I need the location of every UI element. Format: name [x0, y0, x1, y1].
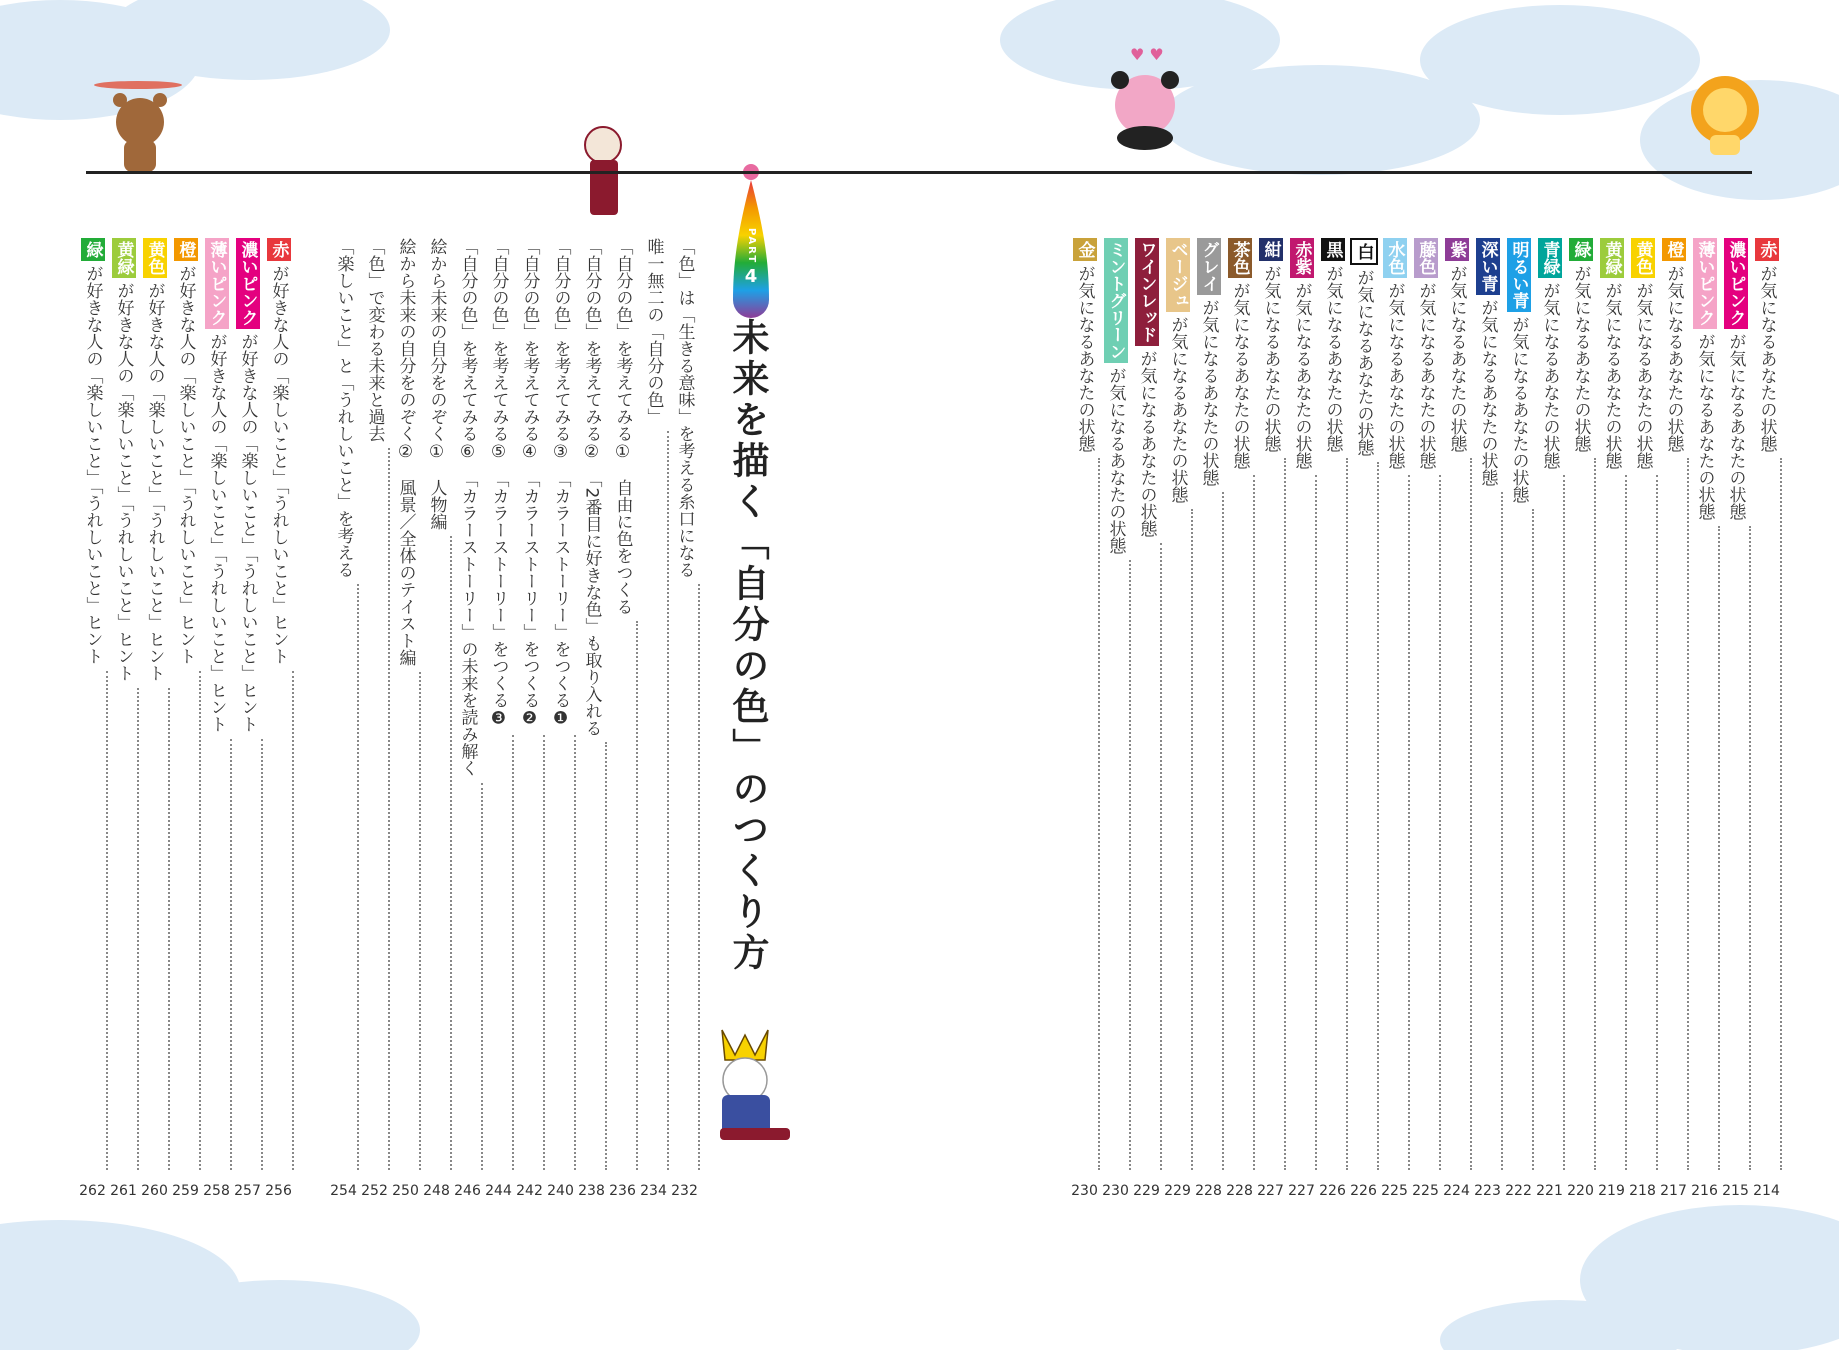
toc-entry[interactable] [1689, 238, 1720, 1198]
leader-dots [574, 735, 576, 1171]
toc-entry[interactable] [108, 238, 139, 1198]
toc-entry[interactable] [421, 238, 452, 1198]
toc-entry-title: が気になるあなたの状態 [1694, 333, 1715, 520]
toc-entry[interactable] [232, 238, 263, 1198]
toc-entry-title: が気になるあなたの状態 [1105, 367, 1126, 554]
leader-dots [1656, 475, 1658, 1170]
page-number: 219 [1598, 1183, 1625, 1199]
toc-entry-title: が好きな人の「楽しいこと」「うれしいこと」ヒント [206, 333, 227, 733]
toc-entry-title: 「自分の色」を考えてみる③ 「カラーストーリー」をつくる❶ [550, 238, 571, 729]
toc-entry-title: が好きな人の「楽しいこと」「うれしいこと」ヒント [237, 333, 258, 733]
toc-entry-title: 唯一無二の「自分の色」 [643, 238, 664, 425]
toc-entry-title: 絵から未来の自分をのぞく② 風景／全体のテイスト編 [395, 238, 416, 666]
page-number: 229 [1133, 1183, 1160, 1199]
toc-entry[interactable] [1379, 238, 1410, 1198]
leader-dots [357, 584, 359, 1170]
toc-entry[interactable] [1720, 238, 1751, 1198]
header-rule [86, 171, 1752, 174]
toc-entry[interactable] [1348, 238, 1379, 1198]
toc-entry-title: 「自分の色」を考えてみる⑤ 「カラーストーリー」をつくる❸ [488, 238, 509, 729]
toc-entry-title: が好きな人の「楽しいこと」「うれしいこと」ヒント [175, 265, 196, 665]
leader-dots [481, 783, 483, 1171]
toc-entry-title: が気になるあなたの状態 [1725, 333, 1746, 520]
leader-dots [199, 671, 201, 1171]
toc-entry-title: が気になるあなたの状態 [1446, 265, 1467, 452]
toc-entry-title: が好きな人の「楽しいこと」「うれしいこと」ヒント [268, 265, 289, 665]
page-number: 238 [578, 1183, 605, 1199]
page-number: 225 [1412, 1183, 1439, 1199]
toc-entry[interactable] [1410, 238, 1441, 1198]
toc-entry[interactable] [1472, 238, 1503, 1198]
leader-dots [1470, 458, 1472, 1170]
leader-dots [512, 735, 514, 1171]
color-tag: 緑 [81, 238, 105, 261]
toc-entry[interactable] [1596, 238, 1627, 1198]
page-number: 226 [1350, 1183, 1377, 1199]
toc-entry[interactable] [1193, 238, 1224, 1198]
page-number: 252 [361, 1183, 388, 1199]
leader-dots [605, 742, 607, 1170]
page-number: 261 [110, 1183, 137, 1199]
leader-dots [1780, 458, 1782, 1170]
page-number: 227 [1257, 1183, 1284, 1199]
toc-entry-title: が気になるあなたの状態 [1415, 282, 1436, 469]
toc-entry[interactable] [263, 238, 294, 1198]
leader-dots [1408, 475, 1410, 1170]
color-tag: 黄緑 [1600, 238, 1624, 278]
part-number: 4 [744, 266, 758, 288]
color-tag: 黄緑 [112, 238, 136, 278]
page-number: 229 [1164, 1183, 1191, 1199]
leader-dots [230, 739, 232, 1171]
toc-entry-title: が気になるあなたの状態 [1291, 282, 1312, 469]
toc-entry-title: が好きな人の「楽しいこと」「うれしいこと」ヒント [144, 282, 165, 682]
leader-dots [1253, 475, 1255, 1170]
color-tag: 濃いピンク [1724, 238, 1748, 329]
toc-entry-title: 「自分の色」を考えてみる⑥ 「カラーストーリー」の未来を読み解く [457, 238, 478, 777]
page-number: 236 [609, 1183, 636, 1199]
leader-dots [292, 671, 294, 1171]
toc-entry-title: 「自分の色」を考えてみる② 「2番目に好きな色」も取り入れる [581, 238, 602, 737]
leader-dots [1284, 458, 1286, 1170]
toc-entry[interactable] [1317, 238, 1348, 1198]
toc-entry-title: が気になるあなたの状態 [1384, 282, 1405, 469]
leader-dots [636, 621, 638, 1170]
leader-dots [1222, 492, 1224, 1170]
leader-dots [388, 448, 390, 1170]
toc-entry-title: が気になるあなたの状態 [1229, 282, 1250, 469]
color-tag: 金 [1073, 238, 1097, 261]
page-number: 256 [265, 1183, 292, 1199]
leader-dots [1687, 458, 1689, 1170]
page-number: 220 [1567, 1183, 1594, 1199]
page-number: 215 [1722, 1183, 1749, 1199]
page-number: 232 [671, 1183, 698, 1199]
color-tag: 赤紫 [1290, 238, 1314, 278]
page-number: 225 [1381, 1183, 1408, 1199]
toc-entry-title: 「色」は「生きる意味」を考える糸口になる [674, 238, 695, 578]
left-page-toc-hints [77, 238, 294, 1198]
toc-entry-title: 「自分の色」を考えてみる① 自由に色をつくる [612, 238, 633, 615]
page-number: 246 [454, 1183, 481, 1199]
color-tag: 水色 [1383, 238, 1407, 278]
toc-entry[interactable] [1069, 238, 1100, 1198]
color-tag: 紫 [1445, 238, 1469, 261]
leader-dots [1377, 462, 1379, 1170]
toc-entry[interactable] [514, 238, 545, 1198]
toc-entry[interactable] [1224, 238, 1255, 1198]
page-number: 234 [640, 1183, 667, 1199]
part-badge [738, 228, 764, 287]
toc-entry-title: が気になるあなたの状態 [1601, 282, 1622, 469]
leader-dots [137, 688, 139, 1171]
toc-entry[interactable] [1441, 238, 1472, 1198]
toc-entry[interactable] [638, 238, 669, 1198]
toc-entry[interactable] [77, 238, 108, 1198]
leader-dots [419, 672, 421, 1170]
leader-dots [168, 688, 170, 1171]
toc-entry-title: が気になるあなたの状態 [1353, 269, 1374, 456]
toc-entry[interactable] [1286, 238, 1317, 1198]
leader-dots [1718, 526, 1720, 1170]
color-tag: 薄いピンク [1693, 238, 1717, 329]
toc-entry[interactable] [1162, 238, 1193, 1198]
toc-entry[interactable] [359, 238, 390, 1198]
page-number: 257 [234, 1183, 261, 1199]
toc-entry[interactable] [1255, 238, 1286, 1198]
leader-dots [1160, 543, 1162, 1170]
page-number: 242 [516, 1183, 543, 1199]
color-tag: 藤色 [1414, 238, 1438, 278]
leader-dots [1501, 492, 1503, 1170]
page-number: 227 [1288, 1183, 1315, 1199]
toc-entry-title: が気になるあなたの状態 [1167, 316, 1188, 503]
leader-dots [1439, 475, 1441, 1170]
color-tag: ベージュ [1166, 238, 1190, 312]
left-page-toc-sections [328, 238, 700, 1198]
leader-dots [106, 671, 108, 1171]
color-tag: 紺 [1259, 238, 1283, 261]
toc-entry[interactable] [390, 238, 421, 1198]
page-number: 230 [1102, 1183, 1129, 1199]
page-number: 262 [79, 1183, 106, 1199]
color-tag: 茶色 [1228, 238, 1252, 278]
leader-dots [450, 536, 452, 1170]
toc-entry-title: が気になるあなたの状態 [1663, 265, 1684, 452]
toc-entry[interactable] [1658, 238, 1689, 1198]
toc-entry-title: が気になるあなたの状態 [1260, 265, 1281, 452]
toc-entry-title: が気になるあなたの状態 [1508, 316, 1529, 503]
toc-entry-title: が気になるあなたの状態 [1570, 265, 1591, 452]
color-tag: 赤 [1755, 238, 1779, 261]
part-label: PART [746, 228, 757, 265]
leader-dots [667, 431, 669, 1170]
toc-entry[interactable] [1100, 238, 1131, 1198]
leader-dots [1315, 475, 1317, 1170]
toc-entry[interactable] [483, 238, 514, 1198]
color-tag: グレイ [1197, 238, 1221, 295]
leader-dots [1346, 458, 1348, 1170]
page-number: 254 [330, 1183, 357, 1199]
toc-entry[interactable] [1503, 238, 1534, 1198]
toc-entry-title: が気になるあなたの状態 [1632, 282, 1653, 469]
color-tag: 赤 [267, 238, 291, 261]
toc-entry-title: が気になるあなたの状態 [1756, 265, 1777, 452]
page-number: 228 [1195, 1183, 1222, 1199]
leader-dots [698, 584, 700, 1170]
toc-entry-title: が好きな人の「楽しいこと」「うれしいこと」ヒント [82, 265, 103, 665]
color-tag: 明るい青 [1507, 238, 1531, 312]
page-number: 244 [485, 1183, 512, 1199]
toc-entry[interactable] [1627, 238, 1658, 1198]
toc-entry-title: が気になるあなたの状態 [1477, 299, 1498, 486]
page-number: 217 [1660, 1183, 1687, 1199]
toc-entry[interactable] [201, 238, 232, 1198]
right-page-toc [1069, 238, 1782, 1198]
toc-entry[interactable] [576, 238, 607, 1198]
king-character-icon [720, 1030, 790, 1140]
page-number: 214 [1753, 1183, 1780, 1199]
page-number: 230 [1071, 1183, 1098, 1199]
toc-entry[interactable] [607, 238, 638, 1198]
page-number: 228 [1226, 1183, 1253, 1199]
color-tag: 黄色 [1631, 238, 1655, 278]
page-number: 221 [1536, 1183, 1563, 1199]
page-number: 258 [203, 1183, 230, 1199]
leader-dots [1191, 509, 1193, 1170]
toc-entry[interactable] [452, 238, 483, 1198]
page-number: 218 [1629, 1183, 1656, 1199]
toc-entry[interactable] [328, 238, 359, 1198]
toc-entry-title: 絵から未来の自分をのぞく① 人物編 [426, 238, 447, 530]
toc-entry-title: が気になるあなたの状態 [1539, 282, 1560, 469]
page-number: 222 [1505, 1183, 1532, 1199]
page-number: 223 [1474, 1183, 1501, 1199]
color-tag: 青緑 [1538, 238, 1562, 278]
color-tag: 緑 [1569, 238, 1593, 261]
toc-entry[interactable] [139, 238, 170, 1198]
toc-entry-title: が気になるあなたの状態 [1074, 265, 1095, 452]
leader-dots [1098, 458, 1100, 1170]
color-tag: 深い青 [1476, 238, 1500, 295]
svg-text:♥ ♥: ♥ ♥ [1130, 45, 1164, 64]
page-number: 226 [1319, 1183, 1346, 1199]
color-tag: 薄いピンク [205, 238, 229, 329]
toc-entry[interactable] [1751, 238, 1782, 1198]
toc-entry[interactable] [669, 238, 700, 1198]
leader-dots [1749, 526, 1751, 1170]
leader-dots [1532, 509, 1534, 1170]
color-tag: 黒 [1321, 238, 1345, 261]
toc-entry[interactable] [1565, 238, 1596, 1198]
page-number: 250 [392, 1183, 419, 1199]
page-number: 240 [547, 1183, 574, 1199]
toc-entry[interactable] [170, 238, 201, 1198]
color-tag: 濃いピンク [236, 238, 260, 329]
color-tag: 橙 [174, 238, 198, 261]
toc-entry[interactable] [1131, 238, 1162, 1198]
toc-entry-title: 「自分の色」を考えてみる④ 「カラーストーリー」をつくる❷ [519, 238, 540, 729]
color-tag: 黄色 [143, 238, 167, 278]
page-number: 216 [1691, 1183, 1718, 1199]
color-tag: 白 [1350, 238, 1378, 265]
toc-entry-title: が好きな人の「楽しいこと」「うれしいこと」ヒント [113, 282, 134, 682]
leader-dots [543, 735, 545, 1171]
toc-entry-title: 「楽しいこと」と「うれしいこと」を考える [333, 238, 354, 578]
toc-entry-title: が気になるあなたの状態 [1136, 350, 1157, 537]
leader-dots [261, 739, 263, 1171]
part-title: 未来を描く「自分の色」のつくり方 [726, 318, 769, 974]
color-tag: ミントグリーン [1104, 238, 1128, 363]
page-number: 248 [423, 1183, 450, 1199]
toc-entry-title: 「色」で変わる未来と過去 [364, 238, 385, 442]
page-number: 260 [141, 1183, 168, 1199]
toc-entry-title: が気になるあなたの状態 [1322, 265, 1343, 452]
leader-dots [1563, 475, 1565, 1170]
color-tag: 橙 [1662, 238, 1686, 261]
page-number: 224 [1443, 1183, 1470, 1199]
leader-dots [1594, 458, 1596, 1170]
toc-entry[interactable] [545, 238, 576, 1198]
color-tag: ワインレッド [1135, 238, 1159, 346]
leader-dots [1129, 560, 1131, 1170]
toc-entry[interactable] [1534, 238, 1565, 1198]
leader-dots [1625, 475, 1627, 1170]
toc-entry-title: が気になるあなたの状態 [1198, 299, 1219, 486]
page-number: 259 [172, 1183, 199, 1199]
